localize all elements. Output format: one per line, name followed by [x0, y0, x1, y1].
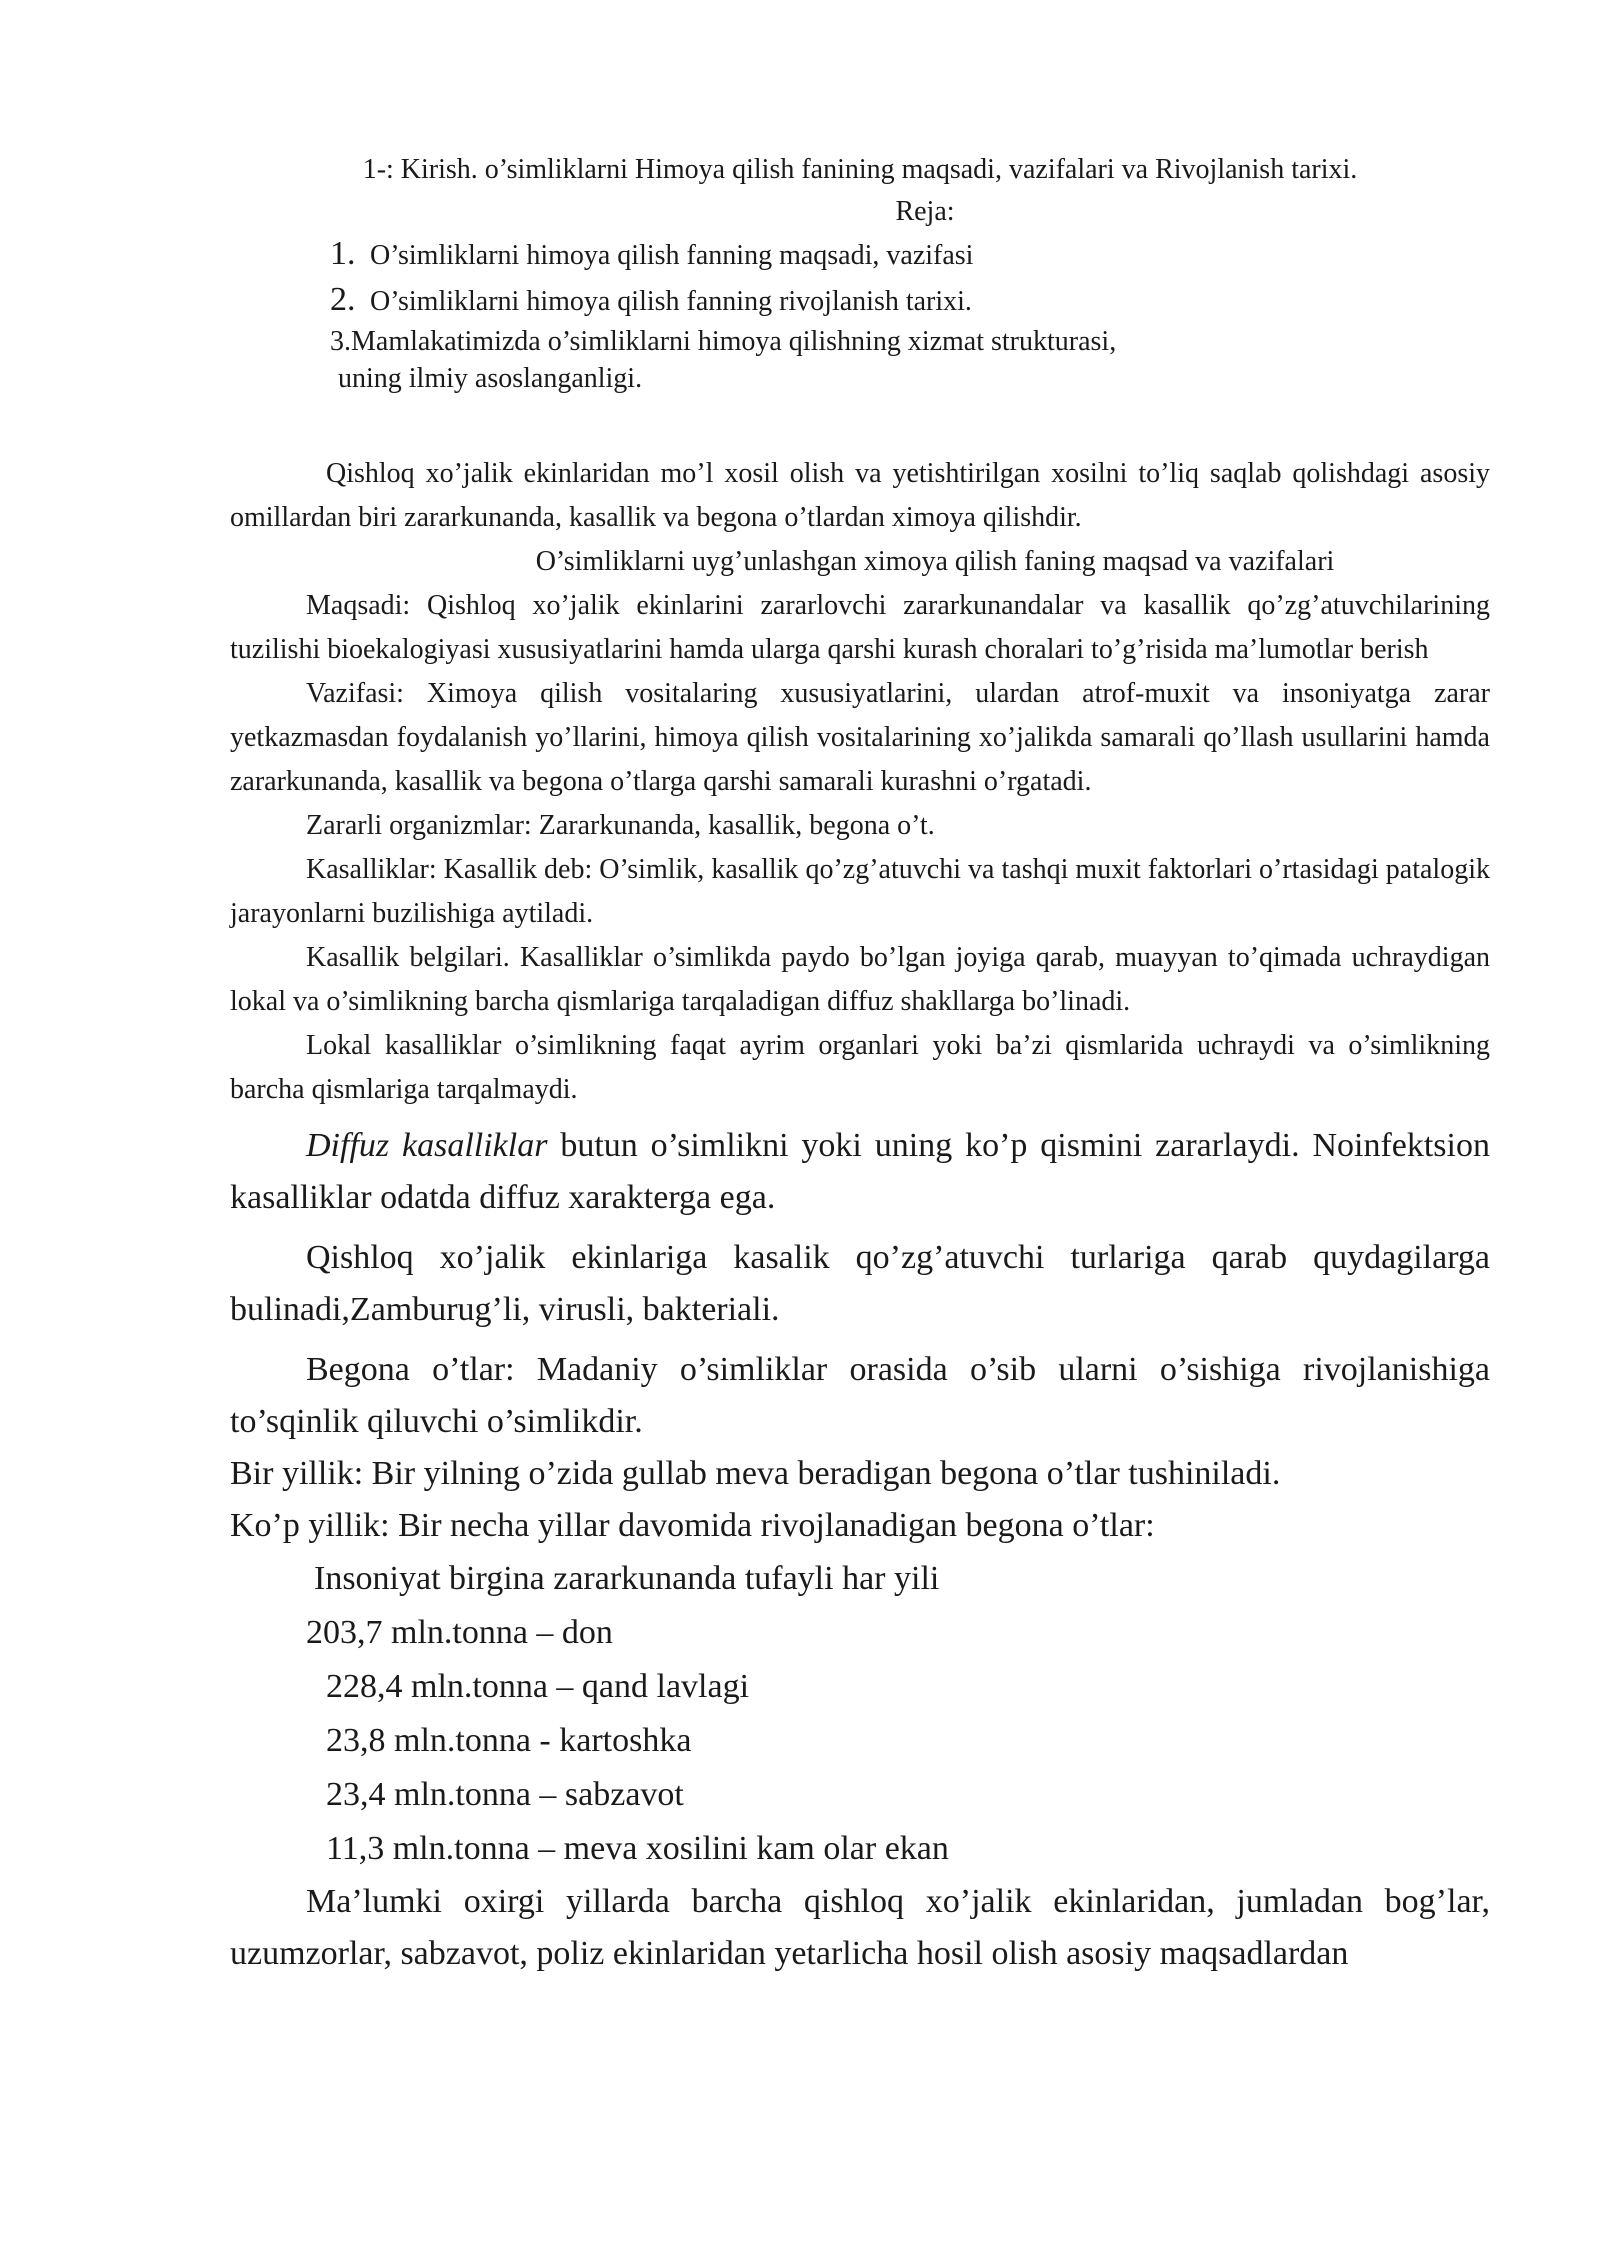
weeds-paragraph: Begona o’tlar: Madaniy o’simliklar orasida o’sib ularni o’sishiga rivojlanishiga to’sqinlik qiluvchi o’simlikdir. — [230, 1351, 1490, 1440]
plan-item — [330, 232, 1490, 278]
document-page — [230, 148, 1490, 1980]
disease-signs-paragraph: Kasallik belgilari. Kasalliklar o’simlikda paydo bo’lgan joyiga qarab, muayyan to’qimada uchraydigan lokal va o’simlikning barcha qismlariga tarqaladigan diffuz shakllarga bo’linadi. — [230, 942, 1490, 1017]
plan-item: 3.Mamlakatimizda o’simliklarni himoya qilishning xizmat strukturasi, — [330, 326, 1117, 357]
plan-item-continuation: uning ilmiy asoslanganligi. — [338, 363, 643, 394]
diffuse-diseases-paragraph — [230, 1120, 1490, 1224]
diseases-paragraph: Kasalliklar: Kasallik deb: O’simlik, kasallik qo’zg’atuvchi va tashqi muxit faktorlari o’rtasidagi patalogik jarayonlarni buzilishiga aytiladi. — [230, 854, 1490, 929]
goal-paragraph: Maqsadi: Qishloq xo’jalik ekinlarini zararlovchi zararkunandalar va kasallik qo’zg’atuvchilarining tuzilishi bioekalogiyasi xususiyatlarini hamda ularga qarshi kurash choralari to’g’risida ma’lumotlar berish — [230, 590, 1490, 665]
conclusion-paragraph: Ma’lumki oxirgi yillarda barcha qishloq xo’jalik ekinlaridan, jumladan bog’lar, uzumzorlar, sabzavot, poliz ekinlaridan yetarlicha hosil olish asosiy maqsadlardan — [230, 1883, 1490, 1972]
loss-stat-line: 228,4 mln.tonna – qand lavlagi — [326, 1668, 750, 1705]
loss-stat-line: 203,7 mln.tonna – don — [306, 1614, 613, 1651]
loss-stat-line: 23,4 mln.tonna – sabzavot — [326, 1776, 684, 1813]
document-title: 1-: Kirish. o’simliklarni Himoya qilish fanining maqsadi, vazifalari va Rivojlanish tarixi. — [362, 154, 1358, 185]
diffuse-term: Diffuz kasalliklar — [306, 1127, 548, 1164]
plan-item-text: O’simliklarni himoya qilish fanning maqsadi, vazifasi — [370, 240, 974, 271]
loss-stat-line: 11,3 mln.tonna – meva xosilini kam olar ekan — [326, 1830, 949, 1867]
plan-item — [330, 278, 1490, 324]
tasks-paragraph: Vazifasi: Ximoya qilish vositalaring xususiyatlarini, ulardan atrof-muxit va insoniyatga zarar yetkazmasdan foydalanish yo’llarini, himoya qilish vositalarining xo’jalikda samarali qo’llash usullarini hamda zararkunanda, kasallik va begona o’tlarga qarshi samarali kurashni o’rgatadi. — [230, 678, 1490, 797]
intro-paragraph: Qishloq xo’jalik ekinlaridan mo’l xosil olish va yetishtirilgan xosilni to’liq saqlab qolishdagi asosiy omillardan biri zararkunanda, kasallik va begona o’tlardan ximoya qilishdir. — [230, 458, 1490, 533]
plan-item-text: O’simliklarni himoya qilish fanning rivojlanish tarixi. — [370, 286, 972, 317]
section-subheading: O’simliklarni uyg’unlashgan ximoya qilish faning maqsad va vazifalari — [535, 546, 1335, 577]
loss-stat-line: 23,8 mln.tonna - kartoshka — [326, 1722, 692, 1759]
diffuse-text: butun o’simlikni yoki uning ko’p qismini zararlaydi. Noinfektsion kasalliklar odatda diffuz xarakterga ega. — [230, 1127, 1490, 1216]
loss-intro-line: Insoniyat birgina zararkunanda tufayli har yili — [314, 1560, 940, 1597]
plan-item-number: 2. — [330, 281, 356, 318]
pathogen-types-paragraph: Qishloq xo’jalik ekinlariga kasalik qo’zg’atuvchi turlariga qarab quydagilarga bulinadi,Zamburug’li, virusli, bakteriali. — [230, 1239, 1490, 1328]
plan-label: Reja: — [895, 196, 955, 227]
harmful-organisms-paragraph: Zararli organizmlar: Zararkunanda, kasallik, begona o’t. — [306, 810, 935, 841]
plan-item-number: 1. — [330, 235, 356, 272]
plan-list — [230, 232, 1490, 398]
perennial-weeds-line: Ko’p yillik: Bir necha yillar davomida rivojlanadigan begona o’tlar: — [230, 1507, 1155, 1544]
annual-weeds-line: Bir yillik: Bir yilning o’zida gullab meva beradigan begona o’tlar tushiniladi. — [230, 1455, 1281, 1492]
local-diseases-paragraph: Lokal kasalliklar o’simlikning faqat ayrim organlari yoki ba’zi qismlarida uchraydi va o’simlikning barcha qismlariga tarqalmaydi. — [230, 1030, 1490, 1105]
